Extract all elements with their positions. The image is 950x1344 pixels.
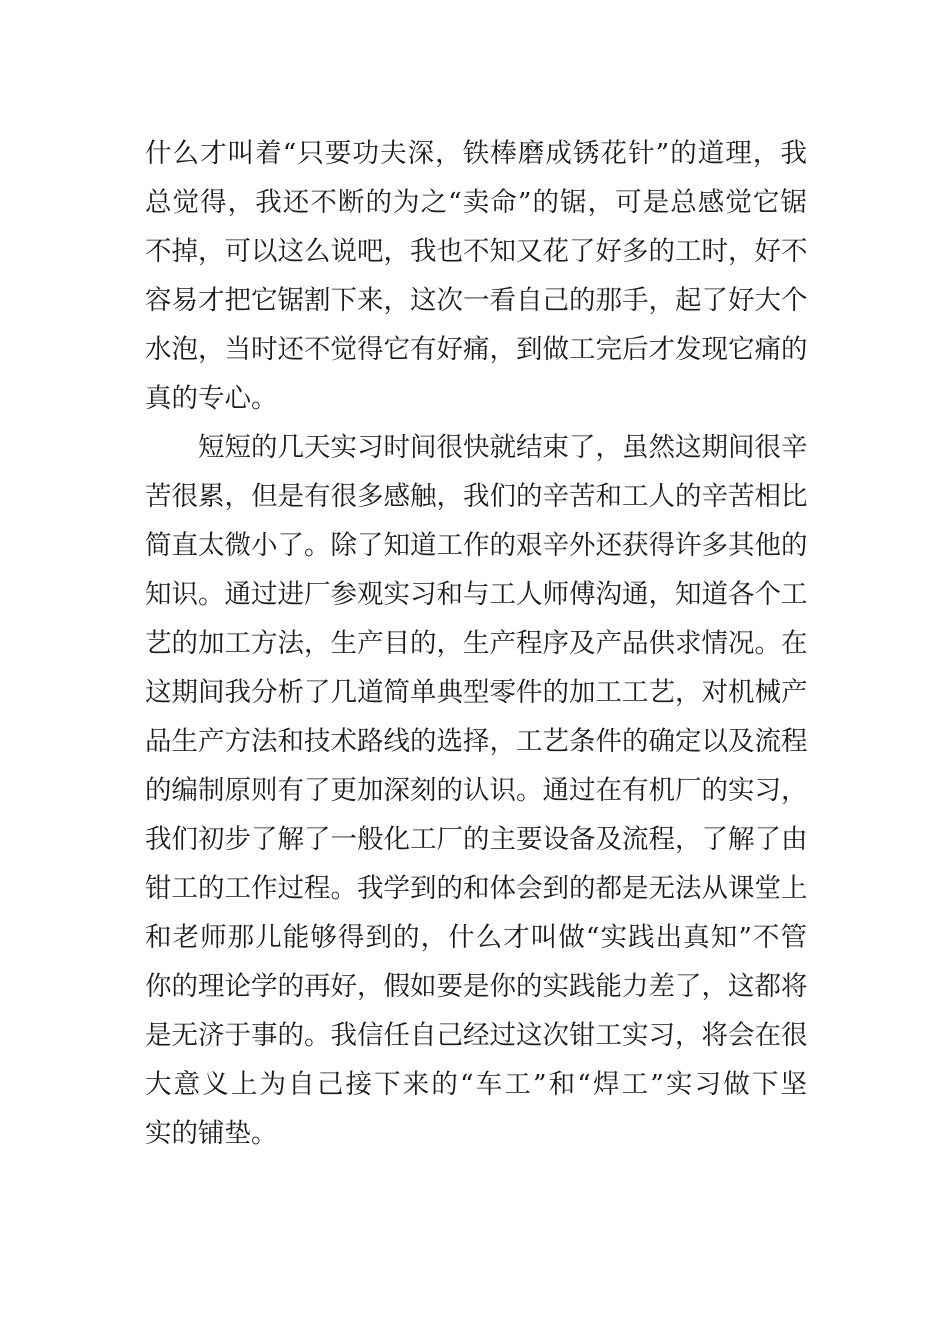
paragraph-line: 水泡，当时还不觉得它有好痛，到做工完后才发现它痛的 [145, 334, 808, 365]
paragraph-line: 总觉得，我还不断的为之“卖命”的锯，可是总感觉它锯 [145, 187, 807, 218]
paragraph-line: 你的理论学的再好，假如要是你的实践能力差了，这都将 [145, 971, 808, 1002]
paragraph-2 [145, 423, 807, 1158]
paragraph-line: 是无济于事的。我信任自己经过这次钳工实习，将会在很 [145, 1020, 808, 1051]
paragraph-1 [145, 129, 807, 423]
paragraph-line: 品生产方法和技术路线的选择，工艺条件的确定以及流程 [145, 726, 808, 757]
paragraph-line: 我们初步了解了一般化工厂的主要设备及流程，了解了由 [145, 824, 808, 855]
paragraph-line: 实的铺垫。 [145, 1118, 278, 1149]
paragraph-line: 知识。通过进厂参观实习和与工人师傅沟通，知道各个工 [145, 579, 808, 610]
paragraph-line: 的编制原则有了更加深刻的认识。通过在有机厂的实习， [145, 775, 808, 806]
paragraph-line: 大意义上为自己接下来的“车工”和“焊工”实习做下坚 [145, 1069, 807, 1100]
paragraph-line: 钳工的工作过程。我学到的和体会到的都是无法从课堂上 [145, 873, 808, 904]
paragraph-line: 不掉，可以这么说吧，我也不知又花了好多的工时，好不 [145, 236, 808, 267]
paragraph-line: 真的专心。 [145, 383, 278, 414]
paragraph-line: 容易才把它锯割下来，这次一看自己的那手，起了好大个 [145, 285, 808, 316]
paragraph-line: 短短的几天实习时间很快就结束了，虽然这期间很辛 [198, 432, 808, 463]
paragraph-line: 简直太微小了。除了知道工作的艰辛外还获得许多其他的 [145, 530, 808, 561]
paragraph-line: 苦很累，但是有很多感触，我们的辛苦和工人的辛苦相比 [145, 481, 808, 512]
paragraph-line: 和老师那儿能够得到的，什么才叫做“实践出真知”不管 [145, 922, 807, 953]
paragraph-line: 什么才叫着“只要功夫深，铁棒磨成锈花针”的道理，我 [145, 138, 807, 169]
paragraph-line: 这期间我分析了几道简单典型零件的加工工艺，对机械产 [145, 677, 808, 708]
document-body [145, 129, 807, 1158]
paragraph-line: 艺的加工方法，生产目的，生产程序及产品供求情况。在 [145, 628, 808, 659]
